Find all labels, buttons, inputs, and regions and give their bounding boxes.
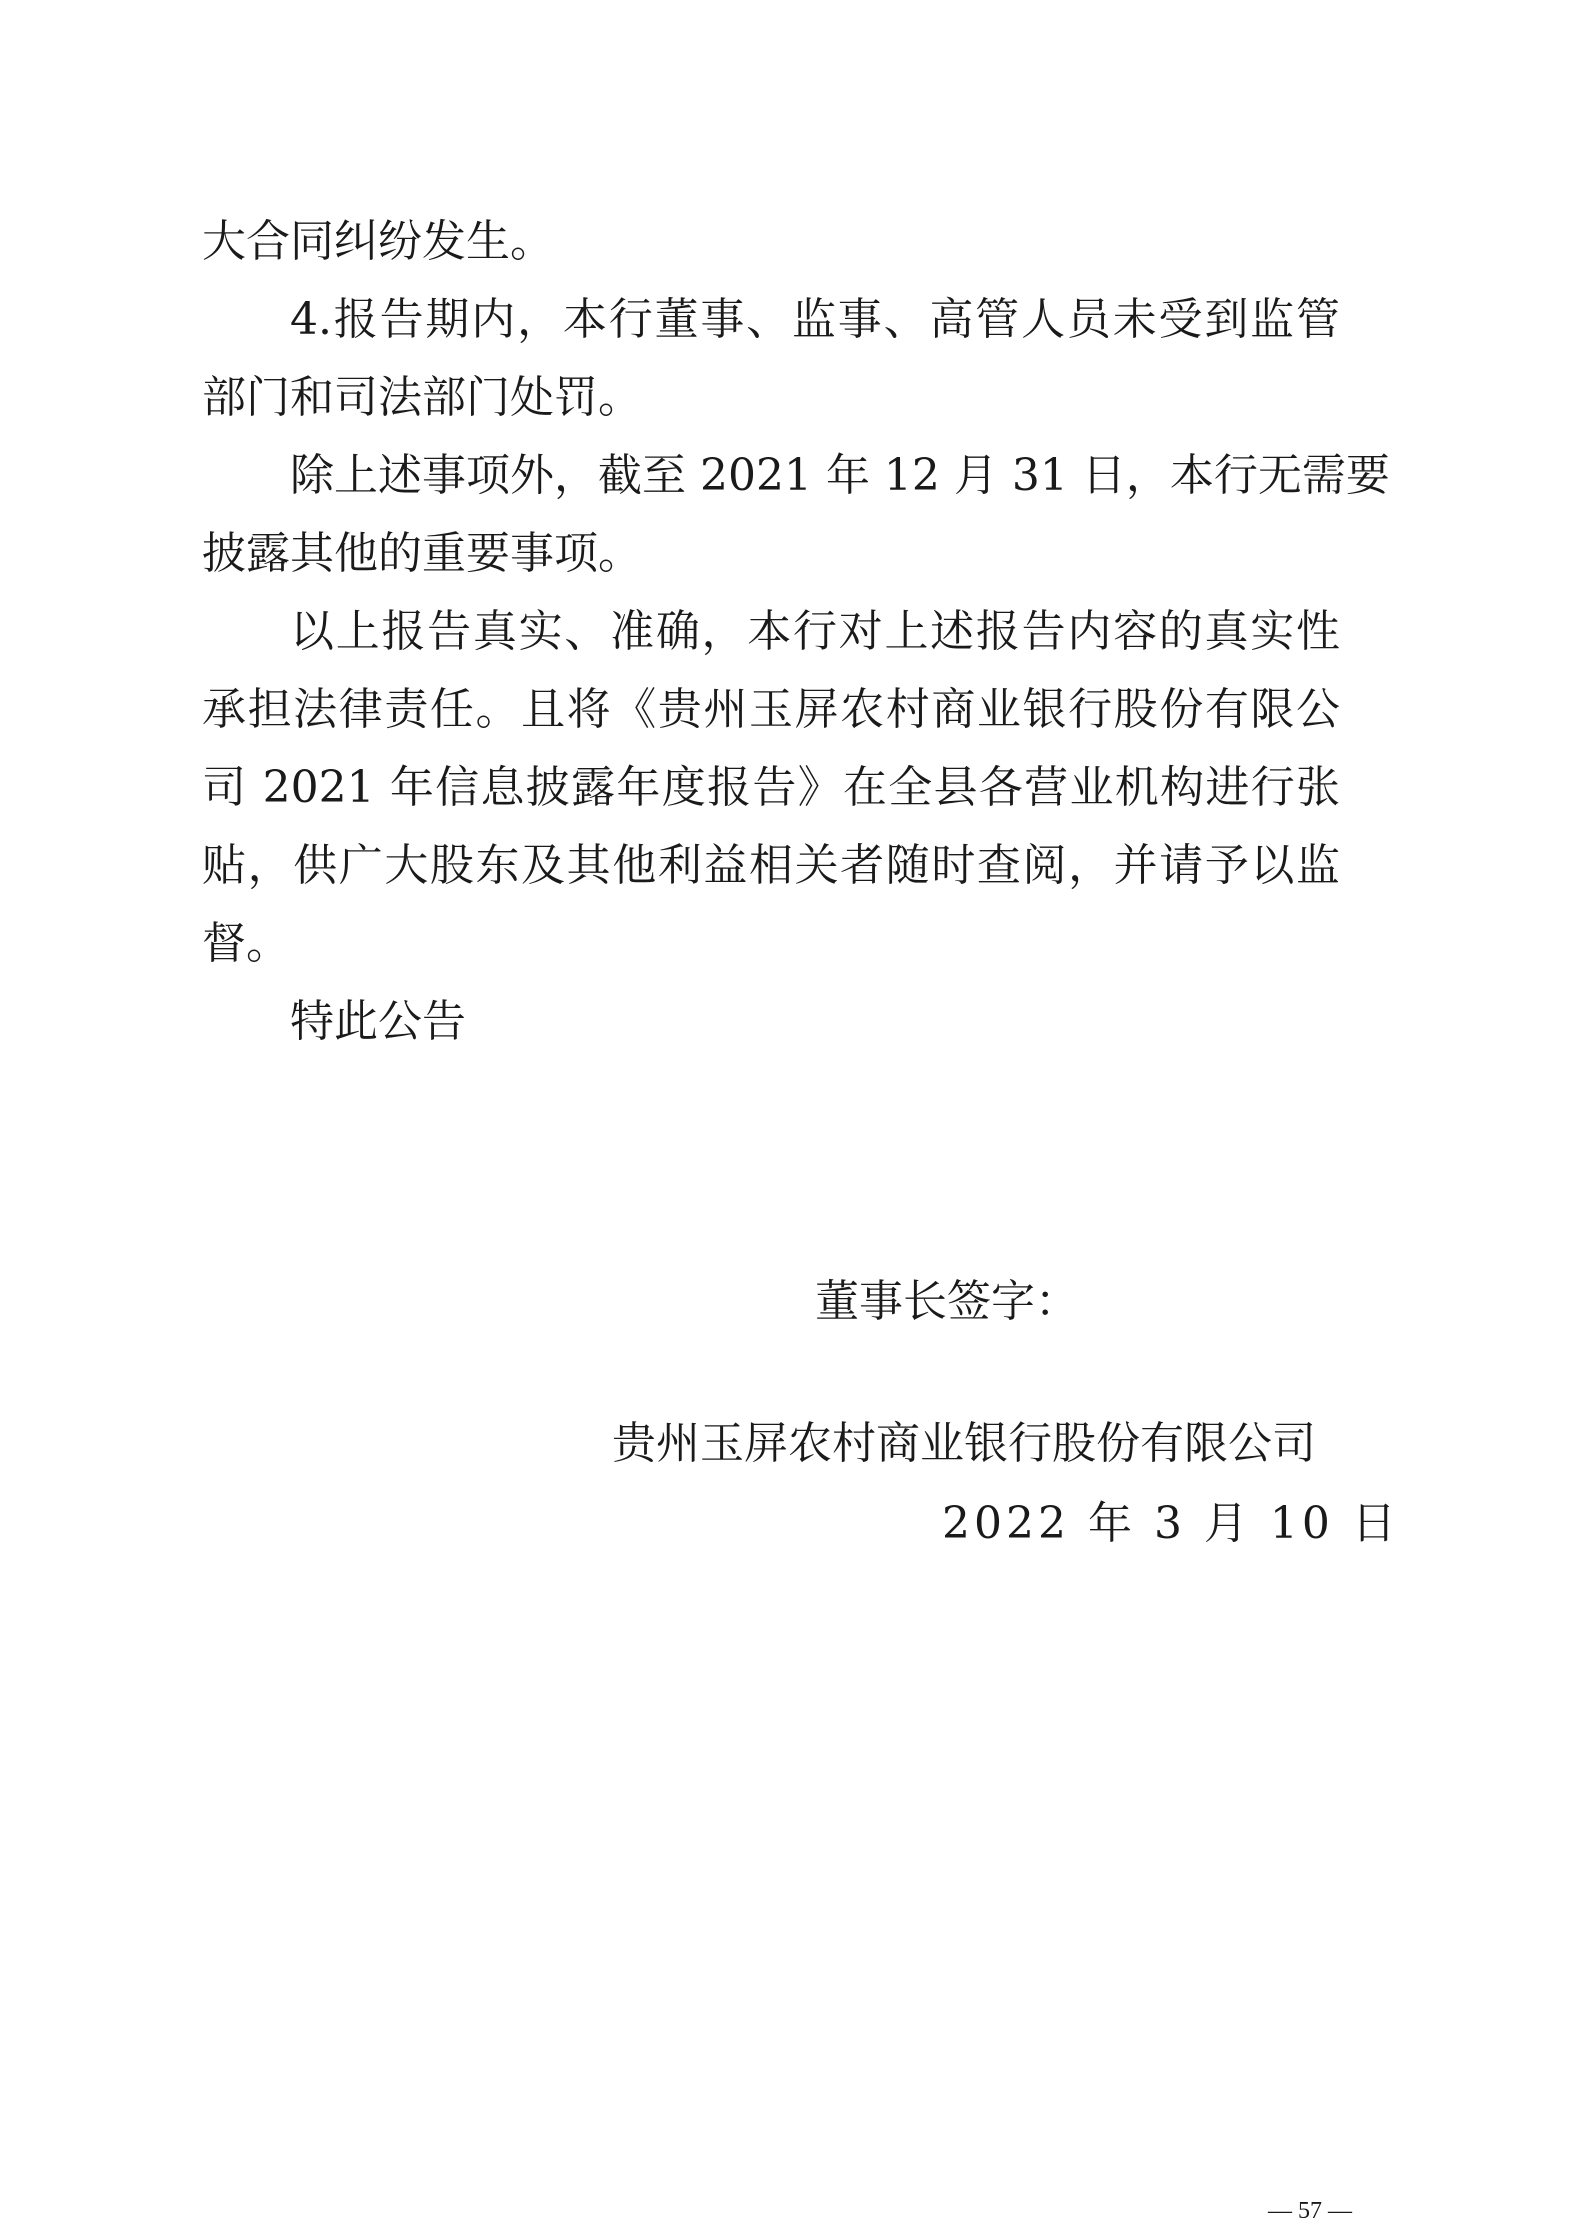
body-line-4: 除上述事项外，截至 2021 年 12 月 31 日，本行无需要 — [290, 450, 1390, 501]
body-line-6: 以上报告真实、准确，本行对上述报告内容的真实性 — [290, 606, 1340, 657]
closing-text: 特此公告 — [290, 996, 466, 1047]
body-line-2: 4.报告期内，本行董事、监事、高管人员未受到监管 — [290, 294, 1340, 345]
body-line-7: 承担法律责任。且将《贵州玉屏农村商业银行股份有限公 — [202, 684, 1340, 735]
body-line-10: 督。 — [202, 918, 290, 969]
body-line-9: 贴，供广大股东及其他利益相关者随时查阅，并请予以监 — [202, 840, 1340, 891]
page-number: — 57 — — [1268, 2198, 1352, 2224]
body-line-3: 部门和司法部门处罚。 — [202, 372, 642, 423]
signature-label: 董事长签字： — [815, 1276, 1079, 1327]
issue-date: 2022 年 3 月 10 日 — [942, 1498, 1400, 1549]
body-line-8: 司 2021 年信息披露年度报告》在全县各营业机构进行张 — [202, 762, 1340, 813]
company-name: 贵州玉屏农村商业银行股份有限公司 — [612, 1418, 1316, 1469]
body-line-1: 大合同纠纷发生。 — [202, 216, 554, 267]
body-line-5: 披露其他的重要事项。 — [202, 528, 642, 579]
